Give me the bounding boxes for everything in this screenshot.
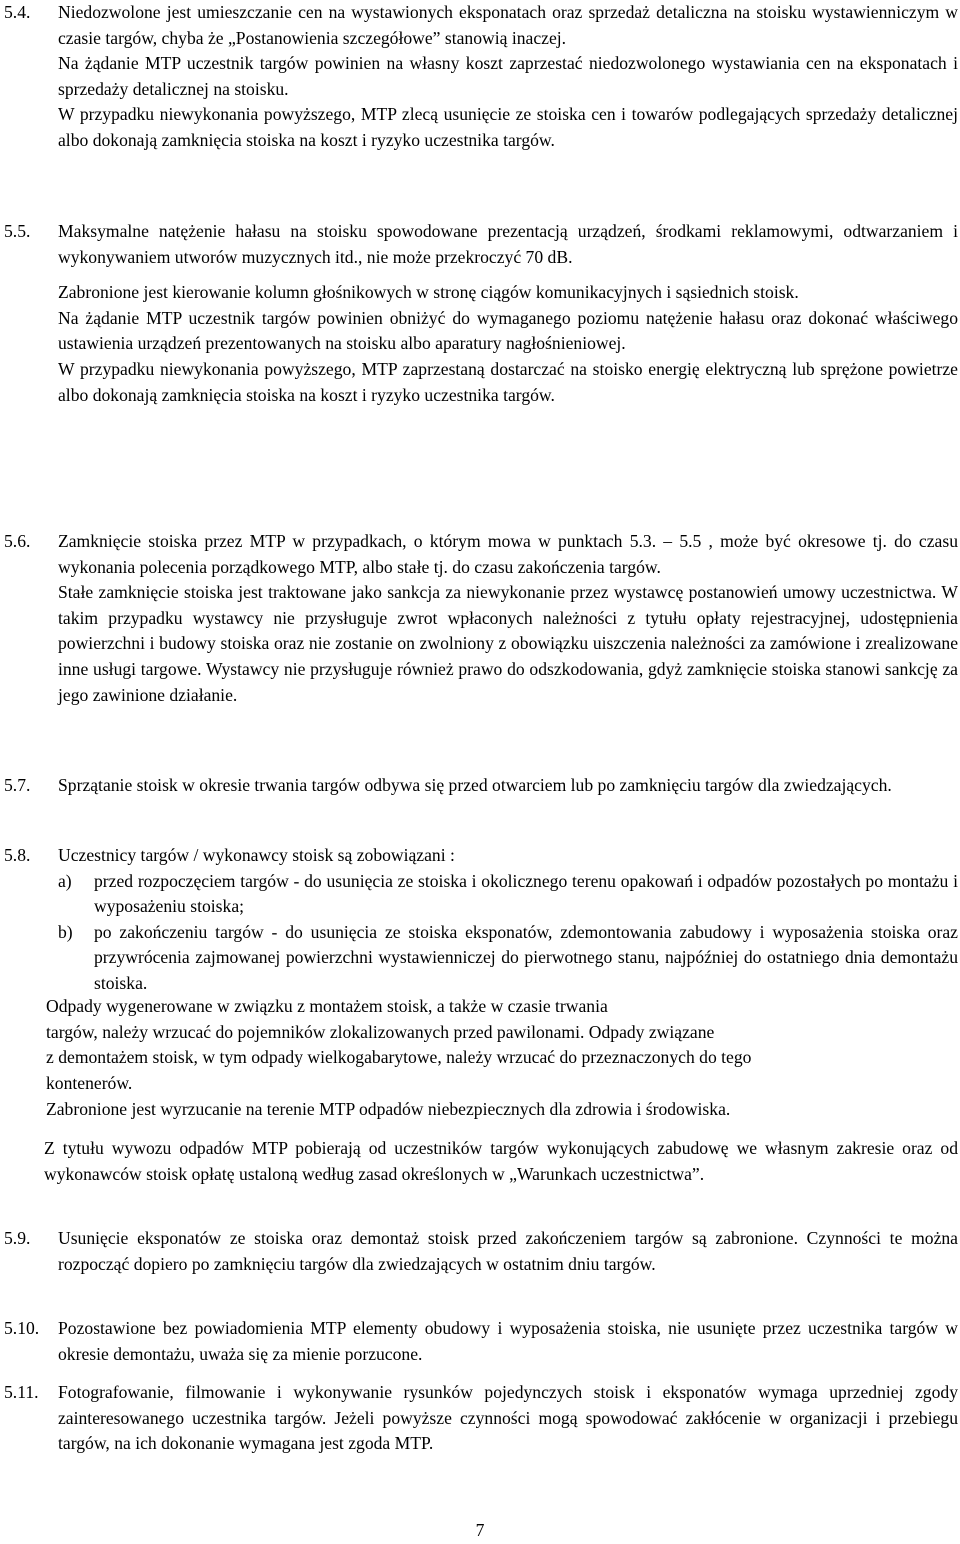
paragraph: Sprzątanie stoisk w okresie trwania targów odbywa się przed otwarciem lub po zamknięciu targów dla zwiedzających. [58, 775, 892, 795]
section-5-4 [0, 0, 958, 154]
waste-line: targów, należy wrzucać do pojemników zlokalizowanych przed pawilonami. Odpady związane [46, 1021, 715, 1042]
section-5-10 [0, 1316, 958, 1367]
waste-line: kontenerów. [46, 1072, 133, 1093]
paragraph: W przypadku niewykonania powyższego, MTP zlecą usunięcie ze stoiska cen i towarów podlegających sprzedaży detalicznej albo dokonają zamknięcia stoiska na koszt i ryzyko uczestnika targów. [58, 104, 958, 150]
paragraph: Niedozwolone jest umieszczanie cen na wystawionych eksponatach oraz sprzedaż detaliczna na stoisku wystawienniczym w czasie targów, chyba że „Postanowienia szczegółowe” stanowią inaczej. [58, 2, 958, 48]
section-5-5 [0, 219, 958, 408]
paragraph: Na żądanie MTP uczestnik targów powinien na własny koszt zaprzestać niedozwolonego wystawiania cen na eksponatach i sprzedaży detalicznej na stoisku. [58, 53, 958, 99]
list-item [58, 920, 958, 997]
paragraph: Fotografowanie, filmowanie i wykonywanie rysunków pojedynczych stoisk i eksponatów wymaga uprzedniej zgody zainteresowanego uczestnika targów. Jeżeli powyższe czynności mogą spowodować zakłócenie w organizacji i przebiegu targów, na ich dokonanie wymagana jest zgoda MTP. [58, 1382, 958, 1454]
section-number: 5.5. [4, 221, 31, 241]
section-number: 5.10. [4, 1318, 40, 1338]
section-5-11 [0, 1380, 958, 1457]
section-number: 5.8. [4, 845, 31, 865]
section-number: 5.6. [4, 531, 31, 551]
section-5-9 [0, 1226, 958, 1277]
section-5-6 [0, 529, 958, 708]
paragraph: Pozostawione bez powiadomienia MTP elementy obudowy i wyposażenia stoiska, nie usunięte przez uczestnika targów w okresie demontażu, uważa się za mienie porzucone. [58, 1318, 958, 1364]
paragraph: W przypadku niewykonania powyższego, MTP zaprzestaną dostarczać na stoisko energię elektryczną lub sprężone powietrze albo dokonają zamknięcia stoiska na koszt i ryzyko uczestnika targów. [58, 358, 958, 405]
list-marker: b) [58, 921, 73, 942]
hazard-note: Zabronione jest wyrzucanie na terenie MTP odpadów niebezpiecznych dla zdrowia i środowiska. [46, 1099, 731, 1119]
waste-line: z demontażem stoisk, w tym odpady wielkogabarytowe, należy wrzucać do przeznaczonych do tego [46, 1047, 752, 1068]
list-item [58, 869, 958, 920]
paragraph: Maksymalne natężenie hałasu na stoisku spowodowane prezentacją urządzeń, środkami reklamowymi, odtwarzaniem i wykonywaniem utworów muzycznych itd., nie może przekroczyć 70 dB. [58, 221, 958, 267]
list-item-text: po zakończeniu targów - do usunięcia ze stoiska eksponatów, zdemontowania zabudowy i wyposażenia stoiska oraz przywrócenia zajmowanej powierzchni wystawienniczej do pierwotnego stanu, najpóźniej do ostatniego dnia demontażu stoiska. [94, 921, 958, 993]
section-number: 5.4. [4, 2, 31, 22]
paragraph: Stałe zamknięcie stoiska jest traktowane jako sankcja za niewykonanie przez wystawcę postanowień umowy uczestnictwa. W takim przypadku wystawcy nie przysługuje zwrot wpłaconych należności z tytułu opłaty rejestracyjnej, udostępnienia powierzchni i budowy stoiska oraz nie zostanie on zwolniony z obowiązku uiszczenia należności za zamówione i zrealizowane inne usługi targowe. Wystawcy nie przysługuje również prawo do odszkodowania, gdyż zamknięcie stoiska stanowi sankcję za jego zawinione działanie. [58, 582, 958, 705]
section-5-7 [0, 773, 958, 799]
paragraph: Na żądanie MTP uczestnik targów powinien obniżyć do wymaganego poziomu natężenie hałasu oraz dokonać właściwego ustawienia urządzeń prezentowanych na stoisku albo aparatury nagłośnieniowej. [58, 307, 958, 354]
waste-line: Odpady wygenerowane w związku z montażem stoisk, a także w czasie trwania [46, 996, 608, 1016]
section-number: 5.7. [4, 775, 31, 795]
section-intro: Uczestnicy targów / wykonawcy stoisk są zobowiązani : [58, 845, 455, 865]
paragraph: Usunięcie eksponatów ze stoiska oraz demontaż stoisk przed zakończeniem targów są zabronione. Czynności te można rozpocząć dopiero po zamknięciu targów dla zwiedzających w ostatnim dniu targów. [58, 1228, 958, 1274]
list-item-text: przed rozpoczęciem targów - do usunięcia ze stoiska i okolicznego terenu opakowań i odpadów pozostałych po montażu i wyposażeniu stoiska; [94, 870, 958, 917]
section-5-8 [0, 843, 958, 997]
list-marker: a) [58, 870, 72, 891]
page-number: 7 [475, 1520, 485, 1540]
section-number: 5.11. [4, 1382, 39, 1402]
waste-paragraph [46, 994, 956, 1096]
paragraph: Zamknięcie stoiska przez MTP w przypadkach, o którym mowa w punktach 5.3. – 5.5 , może być okresowe tj. do czasu wykonania polecenia porządkowego MTP, albo stałe tj. do czasu zakończenia targów. [58, 531, 958, 577]
paragraph: Zabronione jest kierowanie kolumn głośnikowych w stronę ciągów komunikacyjnych i sąsiednich stoisk. [58, 282, 799, 303]
fee-paragraph: Z tytułu wywozu odpadów MTP pobierają od uczestników targów wykonujących zabudowę we własnym zakresie oraz od wykonawców stoisk opłatę ustaloną według zasad określonych w „Warunkach uczestnictwa”. [44, 1138, 958, 1184]
section-number: 5.9. [4, 1228, 31, 1248]
